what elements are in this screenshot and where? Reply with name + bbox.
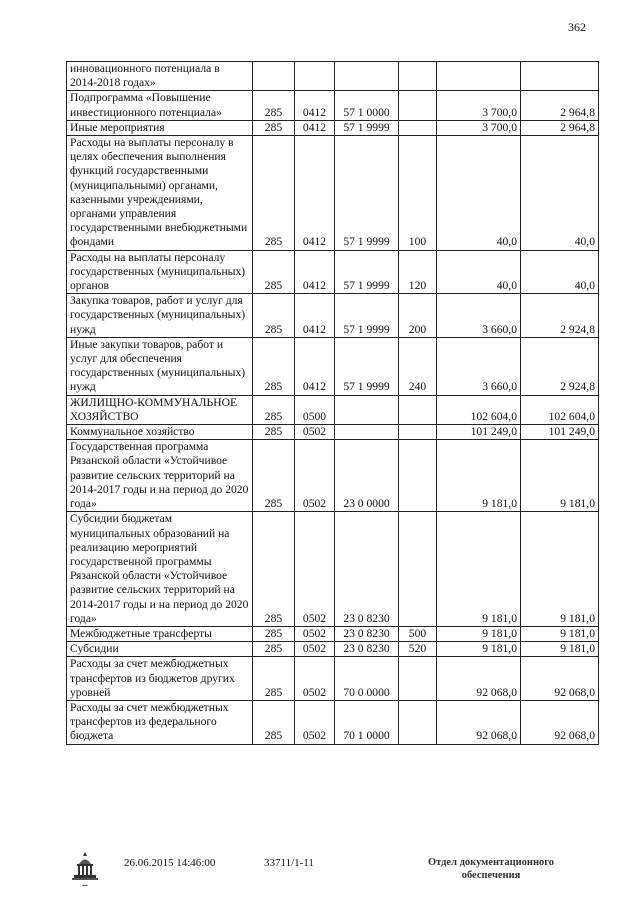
department-code-cell: 285 [253, 440, 295, 512]
executed-amount-cell: 40,0 [521, 250, 599, 294]
executed-amount-cell: 2 964,8 [521, 120, 599, 135]
target-article-cell: 70 0 0000 [335, 657, 399, 701]
expense-type-cell [399, 120, 437, 135]
item-name-cell: Расходы на выплаты персоналу государственных (муниципальных) органов [67, 250, 253, 294]
executed-amount-cell: 92 068,0 [521, 657, 599, 701]
expense-type-cell [399, 62, 437, 91]
executed-amount-cell: 2 964,8 [521, 91, 599, 120]
table-row [67, 91, 599, 120]
expense-type-cell: 520 [399, 642, 437, 657]
department-code-cell: 285 [253, 626, 295, 641]
table-row [67, 136, 599, 251]
expense-type-cell [399, 657, 437, 701]
department-code-cell: 285 [253, 642, 295, 657]
table-row [67, 337, 599, 395]
planned-amount-cell: 3 660,0 [437, 337, 521, 395]
footer-datetime: 26.06.2015 14:46:00 [124, 857, 216, 869]
item-name-cell: Коммунальное хозяйство [67, 425, 253, 440]
expense-type-cell [399, 440, 437, 512]
department-code-cell: 285 [253, 425, 295, 440]
section-code-cell: 0502 [295, 642, 335, 657]
planned-amount-cell: 102 604,0 [437, 395, 521, 424]
table-row [67, 657, 599, 701]
executed-amount-cell: 92 068,0 [521, 700, 599, 744]
planned-amount-cell: 3 700,0 [437, 91, 521, 120]
target-article-cell: 23 0 8230 [335, 626, 399, 641]
page-number: 362 [568, 20, 586, 34]
target-article-cell: 23 0 0000 [335, 440, 399, 512]
table-row [67, 642, 599, 657]
expense-type-cell [399, 425, 437, 440]
expense-type-cell: 200 [399, 294, 437, 338]
executed-amount-cell [521, 62, 599, 91]
planned-amount-cell: 3 660,0 [437, 294, 521, 338]
expense-type-cell: 500 [399, 626, 437, 641]
section-code-cell: 0412 [295, 337, 335, 395]
section-code-cell: 0502 [295, 512, 335, 627]
item-name-cell: Закупка товаров, работ и услуг для государственных (муниципальных) нужд [67, 294, 253, 338]
table-row [67, 62, 599, 91]
item-name-cell: Межбюджетные трансферты [67, 626, 253, 641]
expense-type-cell [399, 512, 437, 627]
executed-amount-cell: 40,0 [521, 136, 599, 251]
section-code-cell: 0502 [295, 440, 335, 512]
item-name-cell: Государственная программа Рязанской области «Устойчивое развитие сельских территорий на 2014-2017 годы и на период до 2020 года» [67, 440, 253, 512]
department-code-cell: 285 [253, 91, 295, 120]
executed-amount-cell: 9 181,0 [521, 512, 599, 627]
item-name-cell: Иные закупки товаров, работ и услуг для обеспечения государственных (муниципальных) нужд [67, 337, 253, 395]
expense-type-cell [399, 700, 437, 744]
planned-amount-cell: 3 700,0 [437, 120, 521, 135]
table-row [67, 395, 599, 424]
svg-text:▪▪▪: ▪▪▪ [82, 883, 88, 889]
planned-amount-cell [437, 62, 521, 91]
planned-amount-cell: 92 068,0 [437, 657, 521, 701]
section-code-cell: 0502 [295, 626, 335, 641]
target-article-cell: 23 0 8230 [335, 512, 399, 627]
expense-type-cell: 120 [399, 250, 437, 294]
department-code-cell: 285 [253, 700, 295, 744]
planned-amount-cell: 40,0 [437, 136, 521, 251]
expense-type-cell: 100 [399, 136, 437, 251]
target-article-cell: 57 1 9999 [335, 136, 399, 251]
budget-table-body [67, 62, 599, 745]
section-code-cell: 0502 [295, 425, 335, 440]
item-name-cell: Субсидии [67, 642, 253, 657]
executed-amount-cell: 9 181,0 [521, 626, 599, 641]
target-article-cell [335, 425, 399, 440]
table-row [67, 294, 599, 338]
target-article-cell: 70 1 0000 [335, 700, 399, 744]
target-article-cell: 57 1 0000 [335, 91, 399, 120]
target-article-cell: 57 1 9999 [335, 250, 399, 294]
section-code-cell: 0502 [295, 657, 335, 701]
item-name-cell: инновационного потенциала в 2014-2018 годах» [67, 62, 253, 91]
department-code-cell: 285 [253, 294, 295, 338]
expense-type-cell: 240 [399, 337, 437, 395]
executed-amount-cell: 2 924,8 [521, 294, 599, 338]
item-name-cell: Расходы за счет межбюджетных трансфертов из федерального бюджета [67, 700, 253, 744]
section-code-cell: 0502 [295, 700, 335, 744]
executed-amount-cell: 2 924,8 [521, 337, 599, 395]
planned-amount-cell: 9 181,0 [437, 440, 521, 512]
footer-document-number: 33711/1-11 [264, 857, 314, 869]
table-row [67, 440, 599, 512]
target-article-cell [335, 395, 399, 424]
target-article-cell: 23 0 8230 [335, 642, 399, 657]
planned-amount-cell: 92 068,0 [437, 700, 521, 744]
parliament-building-icon [70, 850, 100, 890]
section-code-cell: 0500 [295, 395, 335, 424]
department-code-cell: 285 [253, 512, 295, 627]
department-code-cell: 285 [253, 250, 295, 294]
item-name-cell: Субсидии бюджетам муниципальных образований на реализацию мероприятий государственной программы Рязанской области «Устойчивое развитие сельских территорий на 2014-2017 годы и на период до 2020 года» [67, 512, 253, 627]
item-name-cell: Расходы за счет межбюджетных трансфертов из бюджетов других уровней [67, 657, 253, 701]
section-code-cell: 0412 [295, 136, 335, 251]
section-code-cell: 0412 [295, 120, 335, 135]
executed-amount-cell: 102 604,0 [521, 395, 599, 424]
executed-amount-cell: 101 249,0 [521, 425, 599, 440]
department-code-cell [253, 62, 295, 91]
target-article-cell: 57 1 9999 [335, 337, 399, 395]
planned-amount-cell: 101 249,0 [437, 425, 521, 440]
expense-type-cell [399, 395, 437, 424]
table-row [67, 120, 599, 135]
item-name-cell: Расходы на выплаты персоналу в целях обеспечения выполнения функций государственными (муниципальными) органами, казенными учреждениями, органами управления государственными внебюджетными фондами [67, 136, 253, 251]
table-row [67, 700, 599, 744]
expense-type-cell [399, 91, 437, 120]
department-code-cell: 285 [253, 120, 295, 135]
department-code-cell: 285 [253, 395, 295, 424]
target-article-cell: 57 1 9999 [335, 294, 399, 338]
target-article-cell: 57 1 9999 [335, 120, 399, 135]
item-name-cell: Подпрограмма «Повышение инвестиционного потенциала» [67, 91, 253, 120]
table-row [67, 512, 599, 627]
table-row [67, 626, 599, 641]
section-code-cell: 0412 [295, 250, 335, 294]
budget-table [66, 61, 599, 745]
planned-amount-cell: 9 181,0 [437, 626, 521, 641]
planned-amount-cell: 9 181,0 [437, 642, 521, 657]
planned-amount-cell: 40,0 [437, 250, 521, 294]
section-code-cell: 0412 [295, 294, 335, 338]
section-code-cell: 0412 [295, 91, 335, 120]
table-row [67, 425, 599, 440]
section-code-cell [295, 62, 335, 91]
department-code-cell: 285 [253, 136, 295, 251]
target-article-cell [335, 62, 399, 91]
item-name-cell: Иные мероприятия [67, 120, 253, 135]
executed-amount-cell: 9 181,0 [521, 440, 599, 512]
executed-amount-cell: 9 181,0 [521, 642, 599, 657]
item-name-cell: ЖИЛИЩНО-КОММУНАЛЬНОЕ ХОЗЯЙСТВО [67, 395, 253, 424]
department-code-cell: 285 [253, 657, 295, 701]
planned-amount-cell: 9 181,0 [437, 512, 521, 627]
department-code-cell: 285 [253, 337, 295, 395]
footer-department: Отдел документационного обеспечения [427, 857, 555, 881]
table-row [67, 250, 599, 294]
